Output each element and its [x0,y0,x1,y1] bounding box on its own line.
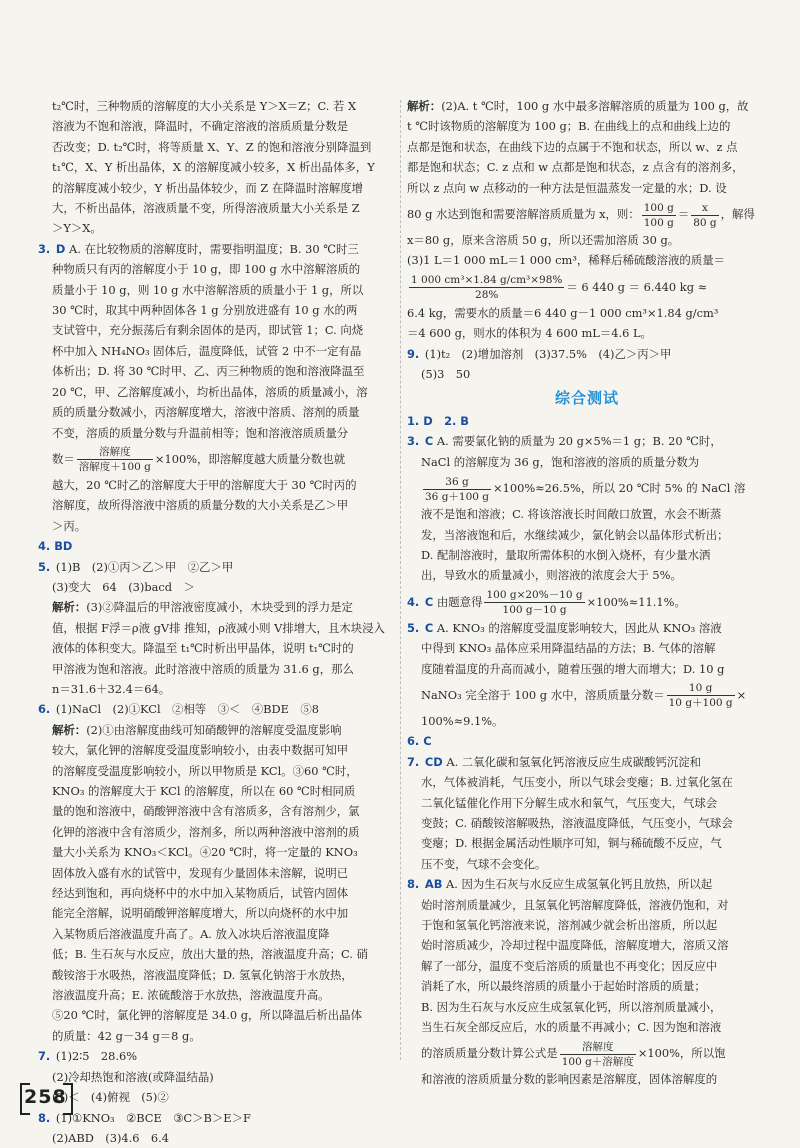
text-line: 溶解度，故所得溶液中溶质的质量分数的大小关系是乙＞甲 [52,498,349,513]
text-line: t ℃时该物质的溶解度为 100 g；B. 在曲线上的点和曲线上边的 [407,119,731,134]
text-line: KNO₃ 的溶解度大于 KCl 的溶解度，所以在 60 ℃时相同质 [52,784,356,798]
text-fragment: 的溶质质量分数计算公式是 [421,1046,558,1061]
text-line: (2)①由溶解度曲线可知硝酸钾的溶解度受温度影响 [86,722,342,737]
question-number: 8. [407,877,420,892]
text-line: (3)1 L＝1 000 mL＝1 000 cm³，稀释后稀硫酸溶液的质量＝ [407,253,725,268]
text-line: 不变，溶质的质量分数与升温前相等；饱和溶液溶质质量分 [52,425,349,440]
text-line: 入某物质后溶液温度升高了。A. 放入冰块后溶液温度降 [52,926,330,941]
fraction-numerator: x [691,201,718,216]
text-line: 越大，20 ℃时乙的溶解度大于甲的溶解度大于 30 ℃时丙的 [52,477,357,492]
text-line: (3)＜ (4)俯视 (5)② [52,1090,169,1105]
text-line: 30 ℃时，取其中两种固体各 1 g 分别放进盛有 10 g 水的两 [52,303,358,318]
fraction-denominator: 100 g＋溶解度 [561,1055,634,1068]
text-line: 始时溶质减少，冷却过程中温度降低，溶解度增大，溶质又溶 [421,938,729,953]
question-8 [407,874,767,894]
text-line: (2)ABD (3)4.6 6.4 [52,1130,170,1145]
text-line: 化钾的溶液中含有溶质少，溶剂多，所以两种溶液中溶剂的质 [52,824,360,839]
fraction-denominator: 80 g [693,216,717,229]
fraction [409,273,564,302]
question-5 [38,557,394,577]
text-line: 体析出；D. 将 30 ℃时甲、乙、丙三种物质的饱和溶液降温至 [52,364,365,379]
question-7 [407,752,767,772]
text-line: 始时溶剂质量减少，且氢氧化钙溶解度降低，溶液仍饱和，对 [421,897,729,912]
explanation-label: 解析： [52,600,87,615]
text-line: 度随着温度的升高而减小，随着压强的增大而增大；D. 10 g [421,661,725,676]
fraction [423,475,491,504]
text-line: 当生石灰全部反应后，水的质量不再减小；C. 因为饱和溶液 [421,1020,722,1035]
question-number: 3. [38,241,51,256]
text-line: t₂℃时，三种物质的溶解度的大小关系是 Y＞X＝Z；C. 若 X [52,99,357,113]
formula-line [407,198,767,230]
fraction-denominator: 100 g－10 g [502,604,567,617]
text-line: 质的质量分数减小，丙溶解度增大，溶液中溶质、溶剂的质量 [52,405,360,420]
text-line: (1)①KNO₃ ②BCE ③C＞B＞E＞F [55,1110,251,1125]
text-line: 6.4 kg，需要水的质量＝6 440 g－1 000 cm³×1.84 g/cm³ [407,305,719,320]
text-line: 发，当溶液饱和后，水继续减少，氯化钠会以晶体形式析出； [421,527,729,542]
text-fragment: 数＝ [52,451,75,466]
question-number: 5. [407,620,420,635]
text-line: 量大小关系为 KNO₃＜KCl。④20 ℃时，将一定量的 KNO₃ [52,845,358,860]
text-fragment: ×100%，所以饱 [637,1046,726,1061]
question-number: 9. [407,346,420,361]
fraction-numerator: 10 g [667,681,735,696]
text-line: D. 配制溶液时，量取所需体积的水倒入烧杯，有少量水洒 [421,547,711,562]
text-line: ＝4 600 g，则水的体积为 4 600 mL＝4.6 L。 [407,326,652,341]
question-number: 4. [407,594,420,609]
text-line: 液不是饱和溶液；C. 将该溶液长时间敞口放置，水会不断蒸 [421,507,722,522]
formula-line [407,472,767,504]
explanation [407,96,767,116]
text-line: 量的饱和溶液中，硝酸钾溶液中含有溶质多，含有溶剂少，氯 [52,804,360,819]
explanation [38,597,394,617]
equals-sign: ＝ [677,207,690,222]
formula-line [407,1037,767,1069]
formula-line [407,679,767,711]
question-4 [407,586,767,618]
text-line: ＞丙。 [52,518,87,533]
question-5 [407,618,767,638]
answers-1-2: 1. D 2. B [407,413,469,428]
answer-key: C [424,434,434,449]
fraction-denominator: 10 g＋100 g [668,697,733,710]
section-title: 综合测试 [554,389,619,408]
text-line: ⑤20 ℃时，氯化钾的溶解度是 34.0 g，所以降温后析出晶体 [52,1008,362,1023]
question-number: 7. [38,1049,51,1064]
text-line: (1)NaCl (2)①KCl ②相等 ③＜ ④BDE ⑤8 [55,702,319,717]
fraction [642,201,676,230]
fraction [77,445,153,474]
text-line: 酸铵溶于水吸热，溶液温度降低；D. 氢氧化钠溶于水放热， [52,967,353,982]
text-line: 二氧化锰催化作用下分解生成水和氧气，气压变大，气球会 [421,795,718,810]
fraction-numerator: 溶解度 [560,1040,636,1055]
text-fragment: 80 g 水达到饱和需要溶解溶质质量为 x，则： [407,207,640,222]
text-line: A. 需要氯化钠的质量为 20 g×5%＝1 g；B. 20 ℃时， [436,434,722,449]
text-line: 消耗了水，所以最终溶质的质量小于起始时溶质的质量； [421,979,706,994]
text-line: 质量小于 10 g，则 10 g 水中溶解溶质的质量小于 1 g，所以 [52,282,364,297]
text-line: ＞Y＞X。 [52,221,102,236]
text-line: 种物质只有丙的溶解度小于 10 g，即 100 g 水中溶解溶质的 [52,262,361,277]
text-line: 大，不析出晶体，溶液质量不变，所得溶液质量大小关系是 Z [52,201,360,216]
text-line: 都是饱和状态；C. z 点和 w 点都是饱和状态，z 点含有的溶剂多， [407,160,744,175]
fraction-denominator: 溶解度＋100 g [78,461,151,474]
text-line: 杯中加入 NH₄NO₃ 固体后，温度降低，试管 2 中不一定有晶 [52,343,362,358]
formula-line [407,271,767,303]
text-line: 较大，氯化钾的溶解度受温度影响较小，由表中数据可知甲 [52,743,349,758]
explanation-label: 解析： [407,99,442,113]
text-fragment: 由题意得 [436,594,483,609]
text-line: 的溶解度减小较少，Y 析出晶体较少，而 Z 在降温时溶解度增 [52,180,364,195]
text-line: 点都是饱和状态，在曲线下边的点属于不饱和状态，所以 w、z 点 [407,139,738,154]
text-line: 溶液为不饱和溶液，降温时，不确定溶液的溶质质量分数是 [52,119,349,134]
answer-key: CD [424,754,443,769]
text-line: (2)冷却热饱和溶液(或降温结晶) [52,1069,214,1084]
text-line: (1)t₂ (2)增加溶剂 (3)37.5% (4)乙＞丙＞甲 [424,346,672,361]
question-6 [38,699,394,719]
text-line: (1)B (2)①丙＞乙＞甲 ②乙＞甲 [55,559,234,574]
question-3 [38,239,394,259]
text-line: 变瘪；D. 根据金属活动性顺序可知，铜与稀硫酸不反应，气 [421,836,722,851]
column-divider [400,100,401,1060]
formula-line [38,443,394,475]
text-line: 水，气体被消耗，气压变小，所以气球会变瘪；B. 过氧化氢在 [421,775,733,790]
text-line: 20 ℃，甲、乙溶解度减小，均析出晶体，溶质的质量减小，溶 [52,384,368,399]
fraction [667,681,735,710]
text-fragment: ×100%≈11.1%。 [586,594,686,609]
text-fragment: ，解得 [720,207,755,222]
text-line: (1)2∶5 28.6% [55,1049,138,1064]
text-line: t₁℃，X、Y 析出晶体，X 的溶解度减小较多，X 析出晶体多，Y [52,160,375,175]
text-line: n＝31.6＋32.4＝64。 [52,681,171,696]
answer-key: C [424,620,434,635]
question-3 [407,431,767,451]
explanation-label: 解析： [52,722,87,737]
text-line: A. 因为生石灰与水反应生成氢氧化钙且放热，所以起 [446,877,713,892]
left-column [38,96,394,1148]
text-line: 能完全溶解，说明硝酸钾溶解度增大，所以向烧杯的水中加 [52,906,349,921]
fraction [691,201,718,230]
text-line: 的质量：42 g－34 g＝8 g。 [52,1028,201,1043]
text-line: 支试管中，充分振荡后有剩余固体的是丙，即试管 1；C. 向烧 [52,323,364,338]
answer-key: C [424,594,434,609]
fraction-denominator: 100 g [643,216,674,229]
text-line: NaCl 的溶解度为 36 g，饱和溶液的溶质的质量分数为 [421,454,700,469]
question-number: 6. [38,702,51,717]
question-8 [38,1108,394,1128]
text-line: 经达到饱和，再向烧杯中的水中加入某物质后，试管内固体 [52,886,349,901]
text-line: A. 在比较物质的溶解度时，需要指明温度；B. 30 ℃时三 [68,241,359,256]
answer-key: D [55,241,66,256]
explanation [38,720,394,740]
text-line: 出，导致水的质量减小，则溶液的浓度会大于 5%。 [421,568,682,583]
question-number: 7. [407,754,420,769]
question-4-answer: 4. BD [38,539,73,554]
text-line: 甲溶液为饱和溶液。此时溶液中溶质的质量为 31.6 g，那么 [52,661,354,676]
text-line: 100%≈9.1%。 [421,713,504,728]
fraction-numerator: 36 g [423,475,491,490]
question-number: 5. [38,559,51,574]
text-fragment: NaNO₃ 完全溶于 100 g 水中，溶质质量分数＝ [421,687,665,702]
fraction-numerator: 1 000 cm³×1.84 g/cm³×98% [411,274,563,287]
question-number: 3. [407,434,420,449]
fraction-denominator: 28% [475,289,499,302]
text-fragment: ×100%，即溶解度越大质量分数也就 [154,451,346,466]
text-line: B. 因为生石灰与水反应生成氢氧化钙，所以溶剂质量减小， [421,999,722,1014]
fraction-numerator: 溶解度 [77,445,153,460]
text-line: 液体的体积变大。降温至 t₁℃时析出甲晶体，说明 t₁℃时的 [52,641,354,656]
text-line: 中得到 KNO₃ 晶体应采用降温结晶的方法；B. 气体的溶解 [421,641,716,656]
text-line: 于饱和氢氧化钙溶液来说，溶剂减少就会析出溶质，所以起 [421,918,718,932]
text-line: 溶液温度升高；E. 浓硫酸溶于水放热，溶液温度升高。 [52,988,330,1003]
right-column [407,96,767,1090]
text-line: (2)A. t ℃时，100 g 水中最多溶解溶质的质量为 100 g，故 [441,99,749,113]
fraction [560,1040,636,1069]
text-line: 否改变；D. t₂℃时，将等质量 X、Y、Z 的饱和溶液分别降温到 [52,139,372,154]
text-line: 变鼓；C. 硝酸铵溶解吸热，溶液温度降低，气压变小，气球会 [421,815,733,830]
answer-key: AB [424,877,443,892]
text-line: 和溶液的溶质质量分数的影响因素是溶解度，固体溶解度的 [421,1072,718,1087]
page-number: 258 [24,1086,67,1108]
text-fragment: ＝ 6 440 g ＝ 6.440 kg ≈ [566,279,708,294]
text-line: 固体放入盛有水的试管中，发现有少量固体未溶解，说明已 [52,865,349,880]
fraction-numerator: 100 g×20%－10 g [486,589,583,602]
text-line: 所以 z 点向 w 点移动的一种方法是恒温蒸发一定量的水；D. 设 [407,180,727,195]
text-fragment: × [736,687,747,702]
text-fragment: ×100%≈26.5%，所以 20 ℃时 5% 的 NaCl 溶 [493,481,746,496]
text-line: 值，根据 F浮＝ρ液 gV排 推知，ρ液减小则 V排增大，且木块浸入 [52,620,385,635]
text-line: (5)3 50 [421,367,471,382]
question-9 [407,344,767,364]
text-line: (3)变大 64 (3)bacd ＞ [52,579,195,594]
fraction-denominator: 36 g＋100 g [425,490,490,503]
text-line: A. 二氧化碳和氢氧化钙溶液反应生成碳酸钙沉淀和 [446,754,702,769]
text-line: A. KNO₃ 的溶解度受温度影响较大，因此从 KNO₃ 溶液 [436,620,722,635]
text-line: 压不变，气球不会变化。 [421,856,547,871]
text-line: (3)②降温后的甲溶液密度减小，木块受到的浮力是定 [86,600,353,615]
text-line: 解了一部分，温度不变后溶质的质量也不再变化；因反应中 [421,958,718,973]
fraction-numerator: 100 g [643,201,674,214]
text-line: 低；B. 生石灰与水反应，放出大量的热，溶液温度升高；C. 硝 [52,947,368,962]
text-line: 的溶解度受温度影响较小，所以甲物质是 KCl。③60 ℃时， [52,763,358,778]
question-7 [38,1046,394,1066]
question-6-answer: 6. C [407,734,432,749]
question-number: 8. [38,1110,51,1125]
text-line: x＝80 g，原来含溶质 50 g，所以还需加溶质 30 g。 [407,233,680,248]
fraction [484,588,584,617]
